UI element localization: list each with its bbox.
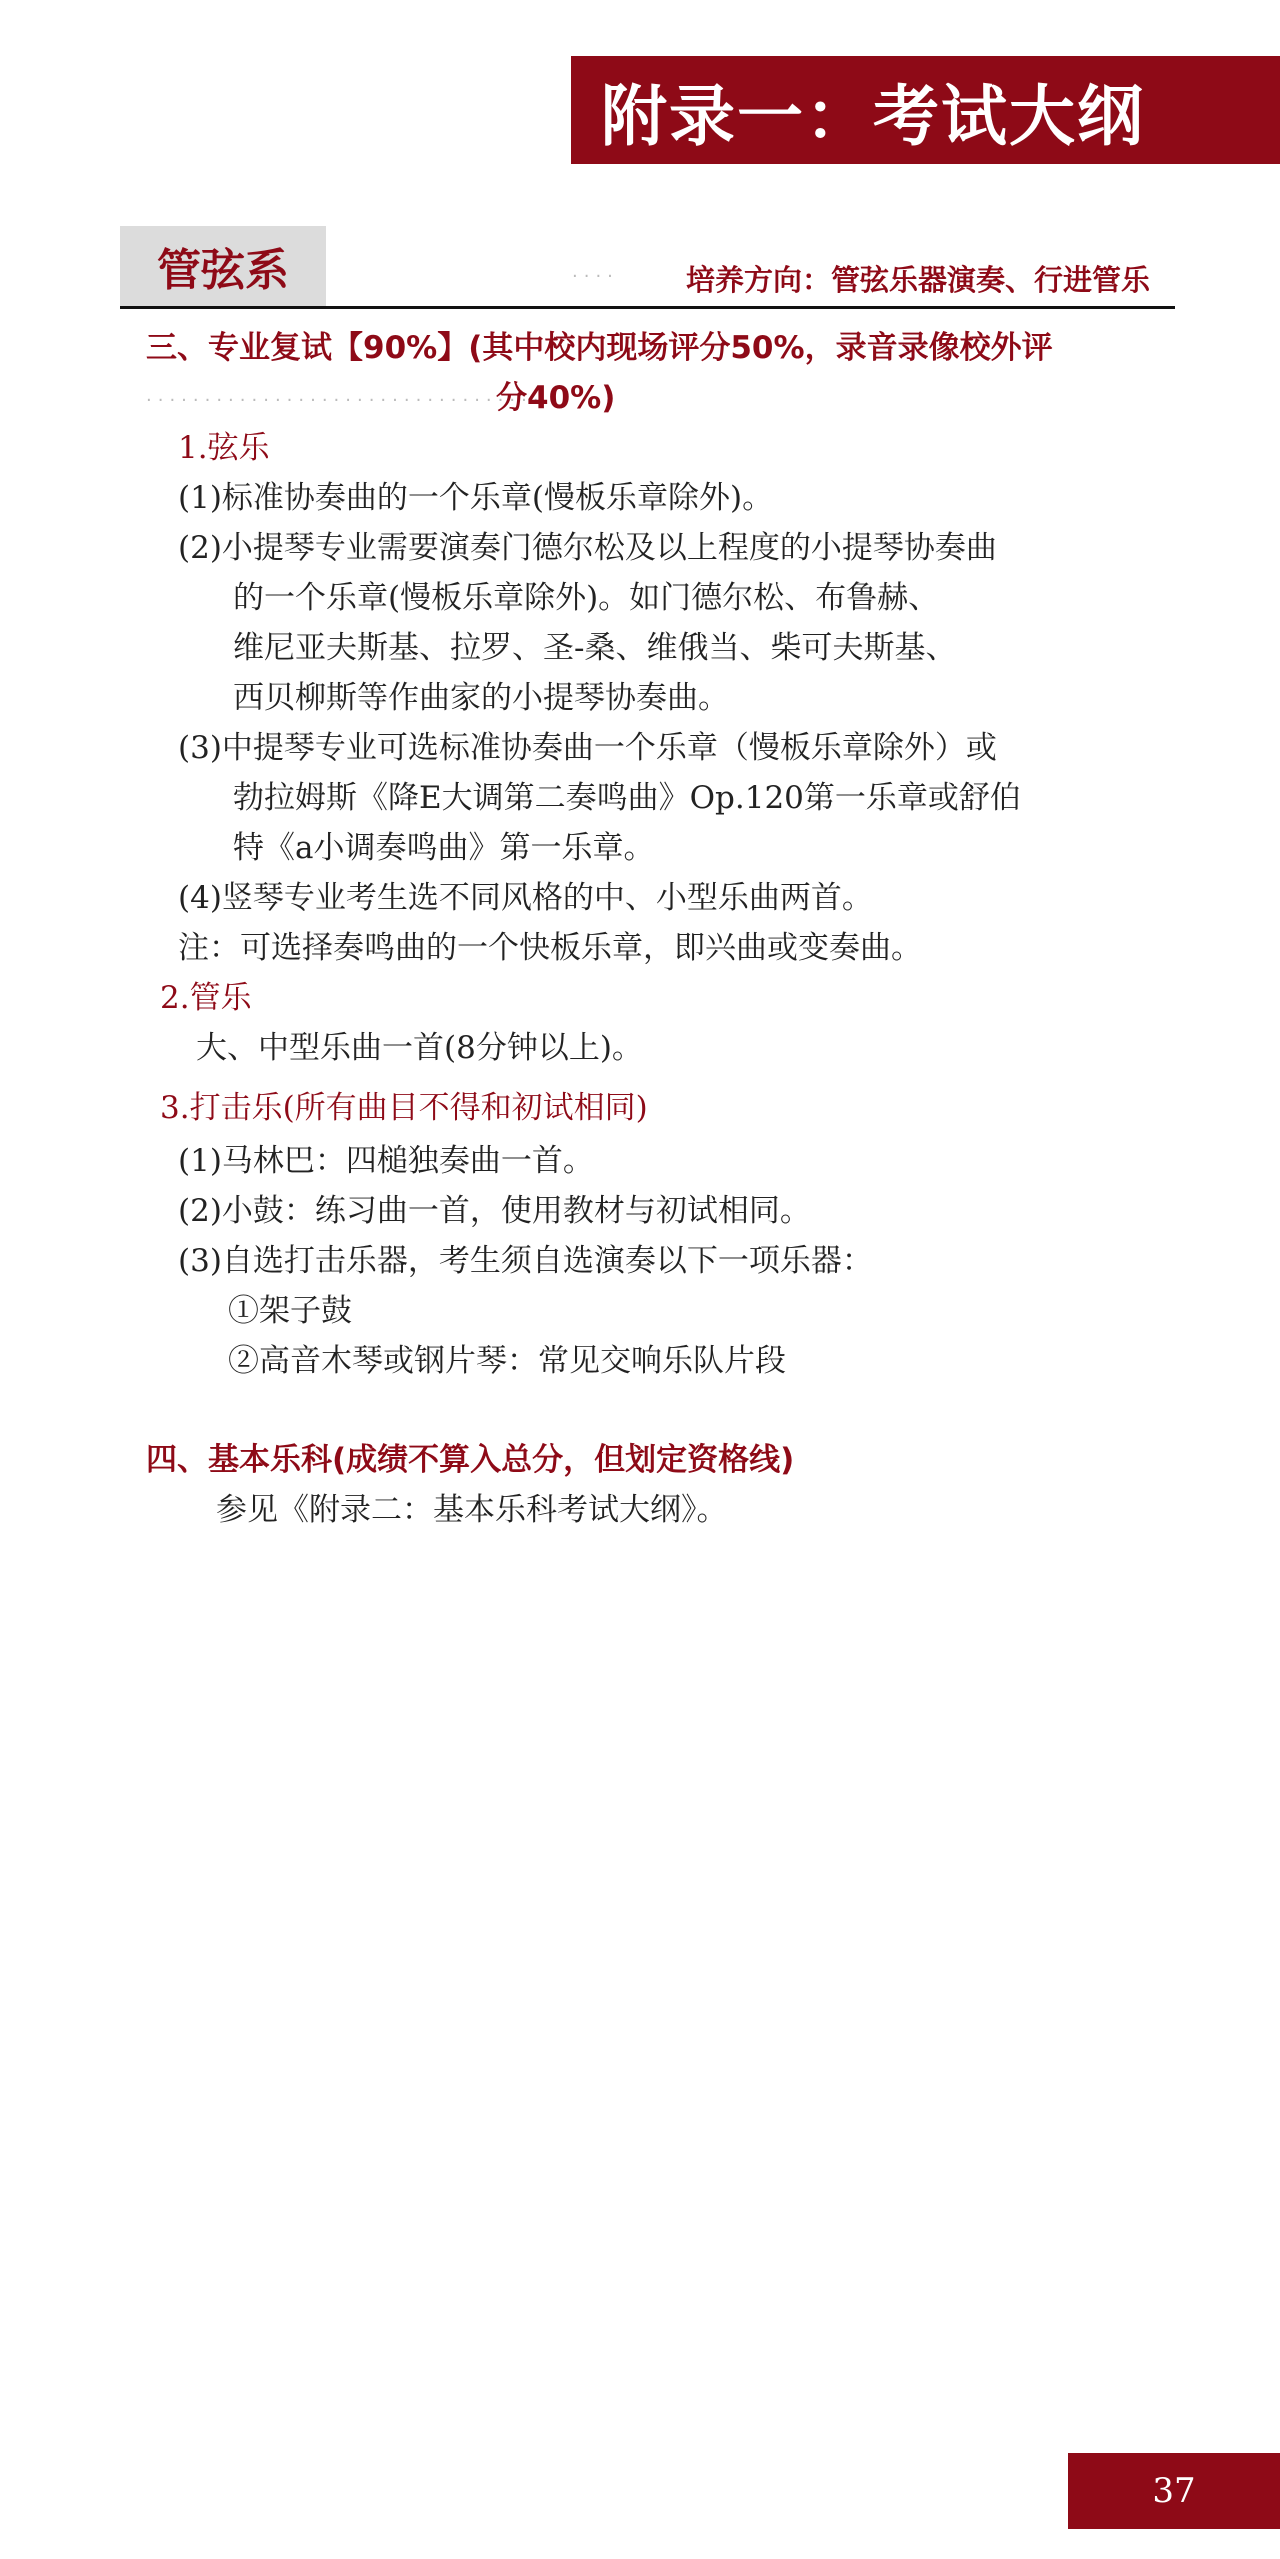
strings-item-2-line2: 的一个乐章(慢板乐章除外)。如门德尔松、布鲁赫、 (233, 580, 940, 616)
header-divider (120, 306, 1175, 309)
strings-item-2-line3: 维尼亚夫斯基、拉罗、圣-桑、维俄当、柴可夫斯基、 (233, 630, 957, 666)
strings-item-3-line1: (3)中提琴专业可选标准协奏曲一个乐章（慢板乐章除外）或 (178, 730, 997, 766)
leader-dots-2: ·································· (146, 390, 545, 411)
strings-item-1: (1)标准协奏曲的一个乐章(慢板乐章除外)。 (178, 480, 774, 516)
percussion-option-2: ②高音木琴或钢片琴：常见交响乐队片段 (228, 1343, 786, 1379)
winds-item: 大、中型乐曲一首(8分钟以上)。 (196, 1030, 643, 1066)
percussion-item-1: (1)马林巴：四槌独奏曲一首。 (178, 1143, 594, 1179)
page-number-box (1068, 2453, 1280, 2529)
percussion-title: 3.打击乐(所有曲目不得和初试相同) (160, 1090, 648, 1126)
department-name: 管弦系 (157, 245, 289, 296)
section4-text: 参见《附录二：基本乐科考试大纲》。 (216, 1492, 728, 1528)
strings-note: 注：可选择奏鸣曲的一个快板乐章，即兴曲或变奏曲。 (178, 930, 922, 966)
percussion-item-3: (3)自选打击乐器，考生须自选演奏以下一项乐器： (178, 1243, 873, 1279)
training-direction: 培养方向：管弦乐器演奏、行进管乐 (685, 263, 1150, 297)
department-tab (120, 226, 326, 306)
strings-item-3-line3: 特《a小调奏鸣曲》第一乐章。 (233, 830, 655, 866)
appendix-title: 附录一：考试大纲 (601, 77, 1145, 155)
strings-title: 1.弦乐 (178, 430, 270, 466)
section4-heading: 四、基本乐科(成绩不算入总分，但划定资格线) (146, 1442, 795, 1478)
page-number: 37 (1152, 2471, 1196, 2511)
section3-heading-line1: 三、专业复试【90%】(其中校内现场评分50%，录音录像校外评 (146, 330, 1053, 366)
strings-item-2-line4: 西贝柳斯等作曲家的小提琴协奏曲。 (233, 680, 729, 716)
strings-item-4: (4)竖琴专业考生选不同风格的中、小型乐曲两首。 (178, 880, 873, 916)
strings-item-2-line1: (2)小提琴专业需要演奏门德尔松及以上程度的小提琴协奏曲 (178, 530, 997, 566)
strings-item-3-line2: 勃拉姆斯《降E大调第二奏鸣曲》Op.120第一乐章或舒伯 (233, 780, 1021, 816)
winds-title: 2.管乐 (160, 980, 252, 1016)
percussion-option-1: ①架子鼓 (228, 1293, 352, 1329)
section3-heading-line2: 分40%) (496, 380, 616, 416)
appendix-title-banner (571, 56, 1280, 164)
percussion-item-2: (2)小鼓：练习曲一首，使用教材与初试相同。 (178, 1193, 811, 1229)
leader-dots: ···· (572, 266, 619, 287)
